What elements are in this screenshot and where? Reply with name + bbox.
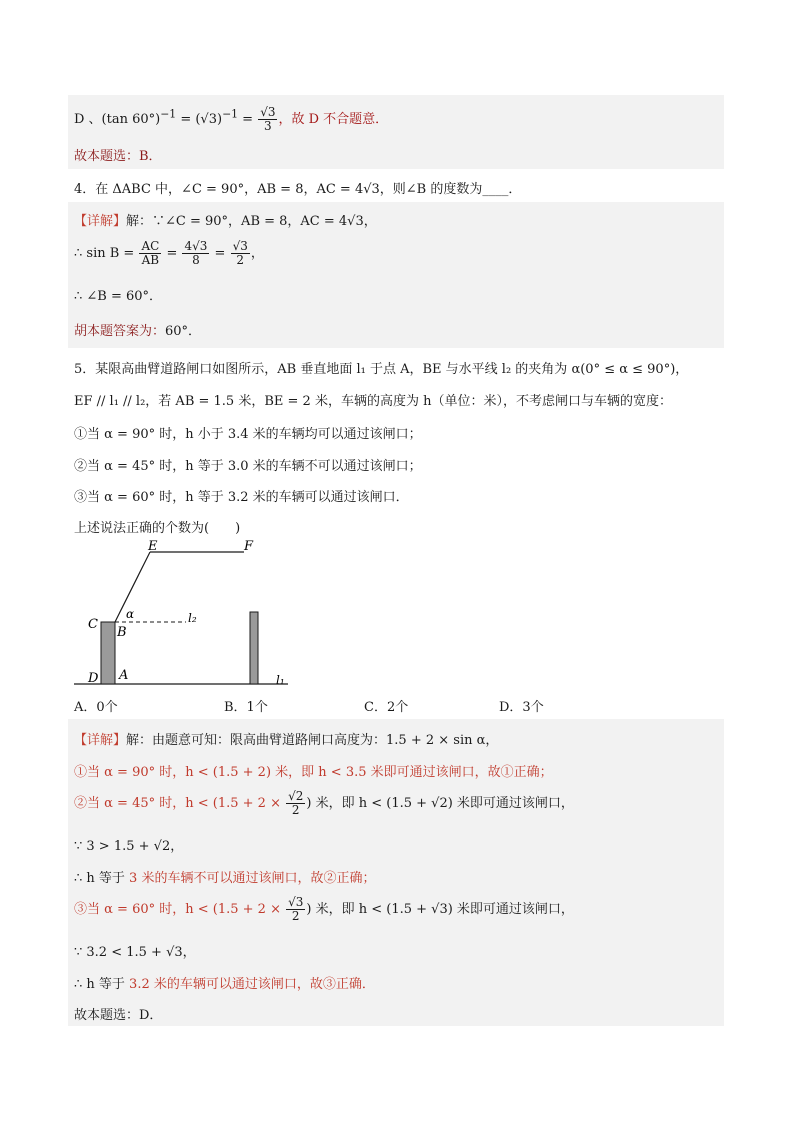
q5-detail-line3 xyxy=(74,790,574,817)
detail-tag: 【详解】 xyxy=(74,733,127,748)
detail-tag: 【详解】 xyxy=(74,214,127,229)
option-c: C．2个 xyxy=(364,700,409,715)
q5-statement-1: ①当 α = 90° 时，h 小于 3.4 米的车辆均可以通过该闸口； xyxy=(74,427,422,442)
post-right xyxy=(250,612,258,684)
label-a: A xyxy=(119,668,129,683)
text: 解：由题意可知：限高曲臂道路闸口高度为：1.5 + 2 × sin α， xyxy=(126,733,499,748)
q5-stem-line2: EF // l₁ // l₂，若 AB = 1.5 米，BE = 2 米，车辆的高度为 h（单位：米），不考虑闸口与车辆的宽度： xyxy=(74,394,672,409)
text: ∴ sin B = xyxy=(74,246,139,261)
denominator: 2 xyxy=(291,803,300,817)
option-b: B．1个 xyxy=(224,700,268,715)
label-f: F xyxy=(244,539,254,554)
q5-statement-3: ③当 α = 60° 时，h 等于 3.2 米的车辆可以通过该闸口． xyxy=(74,490,409,505)
denominator: AB xyxy=(141,253,160,267)
numerator: AC xyxy=(141,239,160,253)
label-e: E xyxy=(148,539,158,554)
q4-detail-line2: ∴ sin B = $\frac{AC}{AB}$ = $\frac{4√3}{8}$ = $\frac{√3}{2}$ ， xyxy=(74,239,264,267)
denominator: 2 xyxy=(236,253,245,267)
text: ，故 D 不合题意． xyxy=(278,112,389,127)
exponent: −1 xyxy=(222,107,239,121)
text: ∴ h 等于 xyxy=(74,977,130,992)
text: = (√3) xyxy=(176,112,223,127)
numerator: √3 xyxy=(288,895,304,909)
q5-detail-line6 xyxy=(74,896,574,923)
q5-statement-2: ②当 α = 45° 时，h 等于 3.0 米的车辆不可以通过该闸口； xyxy=(74,459,422,474)
fraction xyxy=(258,106,277,133)
fraction xyxy=(286,790,305,817)
q5-detail-line2: ①当 α = 90° 时，h < (1.5 + 2) 米，即 h < 3.5 米即可通过该闸口，故①正确； xyxy=(74,765,553,780)
denominator: 2 xyxy=(291,909,300,923)
q3-option-d-line xyxy=(74,106,388,133)
fraction xyxy=(231,240,250,267)
numerator: 4√3 xyxy=(184,239,208,253)
fraction xyxy=(139,240,161,267)
q5-detail-line4: ∵ 3 > 1.5 + √2， xyxy=(74,839,184,854)
text: ， xyxy=(250,246,264,261)
numerator: √3 xyxy=(232,239,248,253)
text: 60°． xyxy=(165,324,202,339)
text: D 、(tan 60°) xyxy=(74,112,161,127)
q5-options xyxy=(74,696,544,715)
label-b: B xyxy=(117,625,127,640)
q5-stem-line1: 5．某限高曲臂道路闸口如图所示，AB 垂直地面 l₁ 于点 A，BE 与水平线 l₂ 的夹角为 α(0° ≤ α ≤ 90°)， xyxy=(74,362,689,377)
q4-detail-line1 xyxy=(74,210,377,229)
label-alpha: α xyxy=(126,607,135,621)
q4-answer xyxy=(74,320,201,339)
text: ②当 α = 45° 时，h < (1.5 + 2 × xyxy=(74,796,286,811)
q5-question: 上述说法正确的个数为( ) xyxy=(74,521,241,536)
fraction xyxy=(182,240,209,267)
post-left xyxy=(101,622,115,684)
exponent: −1 xyxy=(160,107,177,121)
text: ∴ h 等于 xyxy=(74,871,130,886)
label-d: D xyxy=(88,671,99,686)
denominator: 8 xyxy=(192,253,200,267)
option-a: A．0个 xyxy=(74,700,118,715)
label-l1: l₁ xyxy=(276,673,285,687)
q3-answer: 故本题选：B． xyxy=(74,149,162,164)
text: 3.2 米的车辆可以通过该闸口，故③正确． xyxy=(129,977,375,992)
q5-detail-line5 xyxy=(74,867,375,886)
q5-detail-line7: ∵ 3.2 < 1.5 + √3， xyxy=(74,945,196,960)
text: ) 米，即 h < (1.5 + √2) 米即可通过该闸口， xyxy=(306,796,574,811)
q4-detail-line3: ∴ ∠B = 60°． xyxy=(74,289,163,304)
q5-detail-line1 xyxy=(74,729,498,748)
text: 3 米的车辆不可以通过该闸口，故②正确； xyxy=(129,871,376,886)
text: 胡本题答案为： xyxy=(74,324,166,339)
q5-detail-line8 xyxy=(74,973,375,992)
gate-figure xyxy=(68,538,308,690)
q5-answer: 故本题选：D． xyxy=(74,1008,163,1023)
label-l2: l₂ xyxy=(188,611,197,625)
text: ③当 α = 60° 时，h < (1.5 + 2 × xyxy=(74,902,286,917)
text: 解：∵∠C = 90°，AB = 8，AC = 4√3， xyxy=(126,214,377,229)
label-c: C xyxy=(88,617,98,632)
numerator: √3 xyxy=(260,105,276,119)
option-d: D．3个 xyxy=(499,700,544,715)
q4-stem: 4．在 ΔABC 中，∠C = 90°，AB = 8，AC = 4√3，则∠B 的度数为____． xyxy=(74,182,522,197)
numerator: √2 xyxy=(288,789,304,803)
denominator: 3 xyxy=(264,119,272,133)
fraction xyxy=(286,896,305,923)
text: ) 米，即 h < (1.5 + √3) 米即可通过该闸口， xyxy=(306,902,574,917)
text: = xyxy=(238,112,258,127)
